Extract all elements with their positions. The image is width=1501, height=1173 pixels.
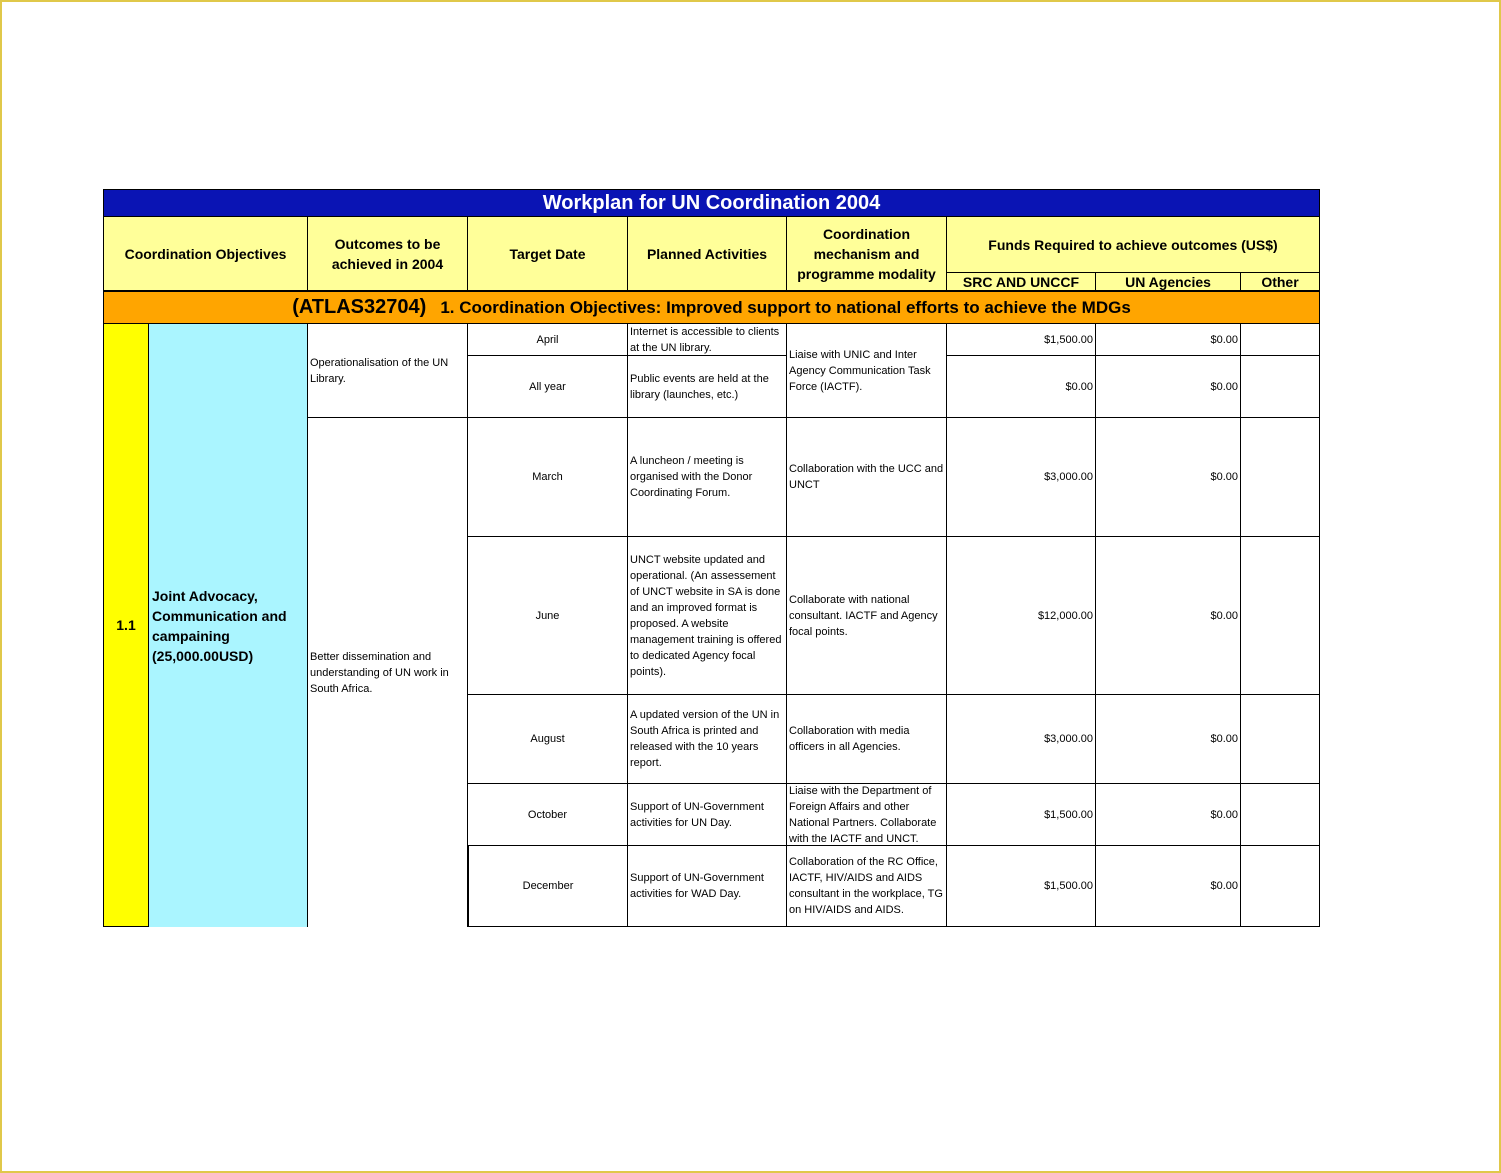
agencies-amount-cell: $0.00 [1096,695,1241,784]
other-amount-cell [1241,537,1320,695]
target-date-cell: April [468,324,628,356]
objective-number: 1.1 [103,324,149,927]
mechanism-cell: Collaborate with national consultant. IACTF and Agency focal points. [787,537,947,695]
other-amount-cell [1241,418,1320,537]
activity-cell: A updated version of the UN in South Africa is printed and released with the 10 years report. [628,695,787,784]
header-planned-activities: Planned Activities [628,217,787,291]
target-date-cell: June [468,537,628,695]
src-amount-cell: $3,000.00 [947,695,1096,784]
sheet-title: Workplan for UN Coordination 2004 [103,189,1320,217]
target-date-cell: December [468,846,628,927]
target-date-cell: October [468,784,628,846]
mechanism-cell: Collaboration with the UCC and UNCT [787,418,947,537]
other-amount-cell [1241,846,1320,927]
agencies-amount-cell: $0.00 [1096,537,1241,695]
other-amount-cell [1241,356,1320,418]
agencies-amount-cell: $0.00 [1096,324,1241,356]
activity-cell: Public events are held at the library (launches, etc.) [628,356,787,418]
target-date-cell: August [468,695,628,784]
activity-cell: Support of UN-Government activities for WAD Day. [628,846,787,927]
src-amount-cell: $0.00 [947,356,1096,418]
agencies-amount-cell: $0.00 [1096,846,1241,927]
header-coordination-objectives: Coordination Objectives [103,217,308,291]
activity-cell: A luncheon / meeting is organised with the Donor Coordinating Forum. [628,418,787,537]
objective-label: Joint Advocacy, Communication and campaining (25,000.00USD) [149,324,308,927]
column-divider [467,324,468,846]
mechanism-cell: Liaise with the Department of Foreign Affairs and other National Partners. Collaborate with the IACTF and UNCT. [787,784,947,846]
header-other: Other [1241,272,1320,291]
outcome-cell: Operationalisation of the UN Library. [308,324,468,418]
agencies-amount-cell: $0.00 [1096,418,1241,537]
section-code: (ATLAS32704) [292,296,427,318]
header-funds-required: Funds Required to achieve outcomes (US$) [947,217,1320,272]
section-band [103,291,1320,324]
other-amount-cell [1241,784,1320,846]
target-date-cell: All year [468,356,628,418]
other-amount-cell [1241,324,1320,356]
mechanism-cell: Collaboration of the RC Office, IACTF, HIV/AIDS and AIDS consultant in the workplace, TG on HIV/AIDS and AIDS. [787,846,947,927]
agencies-amount-cell: $0.00 [1096,784,1241,846]
section-text: 1. Coordination Objectives: Improved support to national efforts to achieve the MDGs [440,297,1131,317]
src-amount-cell: $1,500.00 [947,324,1096,356]
header-target-date: Target Date [468,217,628,291]
activity-cell: Support of UN-Government activities for UN Day. [628,784,787,846]
src-amount-cell: $12,000.00 [947,537,1096,695]
header-outcomes: Outcomes to be achieved in 2004 [308,217,468,291]
header-un-agencies: UN Agencies [1096,272,1241,291]
mechanism-cell: Liaise with UNIC and Inter Agency Communication Task Force (IACTF). [787,324,947,418]
header-src-unccf: SRC AND UNCCF [947,272,1096,291]
mechanism-cell: Collaboration with media officers in all Agencies. [787,695,947,784]
activity-cell: UNCT website updated and operational. (An assessement of UNCT website in SA is done and an improved format is proposed. A website management training is offered to dedicated Agency focal points). [628,537,787,695]
src-amount-cell: $1,500.00 [947,846,1096,927]
agencies-amount-cell: $0.00 [1096,356,1241,418]
src-amount-cell: $3,000.00 [947,418,1096,537]
outcome-cell: Better dissemination and understanding of UN work in South Africa. [308,418,468,927]
header-coordination-mechanism: Coordination mechanism and programme modality [787,217,947,291]
target-date-cell: March [468,418,628,537]
other-amount-cell [1241,695,1320,784]
src-amount-cell: $1,500.00 [947,784,1096,846]
activity-cell: Internet is accessible to clients at the UN library. [628,324,787,356]
